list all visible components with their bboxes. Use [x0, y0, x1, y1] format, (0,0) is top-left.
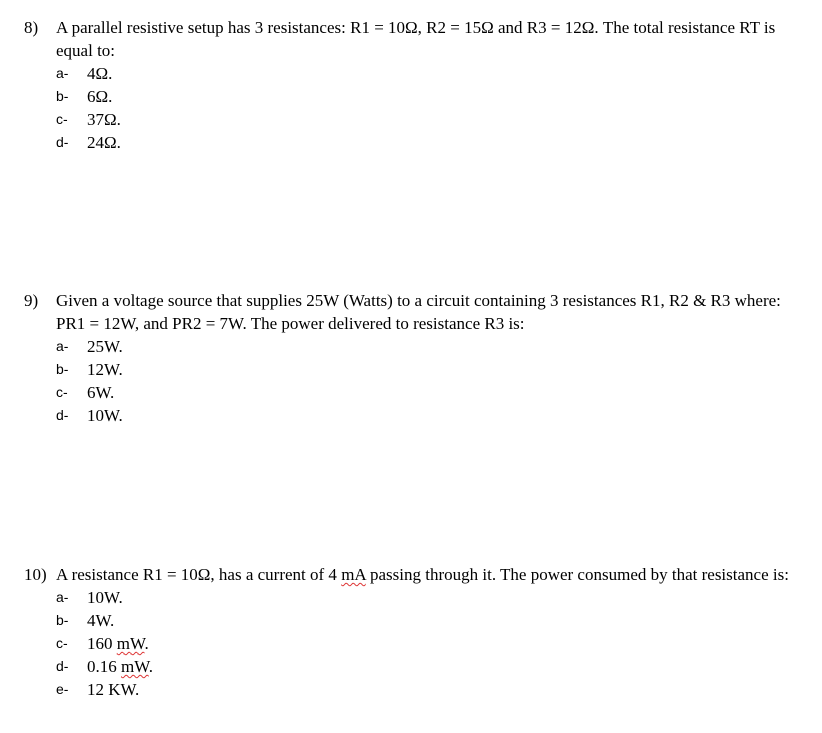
question-8: [24, 16, 804, 154]
option-suffix: .: [144, 634, 149, 653]
spellcheck-underlined-unit: mW: [116, 634, 145, 653]
option-b: [56, 609, 804, 632]
option-d: [56, 131, 804, 154]
option-letter: a-: [56, 338, 69, 354]
option-text: 10W.: [87, 406, 123, 425]
option-c: [56, 632, 804, 655]
option-letter: a-: [56, 589, 69, 605]
option-b: [56, 85, 804, 108]
options-list: [56, 586, 804, 701]
option-suffix: .: [148, 657, 153, 676]
option-b: [56, 358, 804, 381]
question-text-part: passing through it. The power consumed by that resistance is:: [365, 565, 789, 584]
option-c: [56, 108, 804, 131]
question-number: 8): [24, 18, 39, 37]
question-9: [24, 289, 804, 427]
question-text: Given a voltage source that supplies 25W (Watts) to a circuit containing 3 resistances R1, R2 & R3 where: PR1 = 12W, and PR2 = 7W. The power delivered to resistance R3 is:: [56, 291, 781, 333]
question-10: [24, 563, 804, 701]
option-text: 12 KW.: [87, 680, 140, 699]
option-a: [56, 62, 804, 85]
options-list: [56, 335, 804, 427]
option-text: 6Ω.: [87, 87, 113, 106]
option-text: 4W.: [87, 611, 115, 630]
question-number: 9): [24, 291, 39, 310]
question-text-part: A resistance R1 = 10Ω, has a current of 4: [56, 565, 342, 584]
option-letter: c-: [56, 384, 68, 400]
option-value: 160: [87, 634, 117, 653]
question-number: 10): [24, 565, 47, 584]
question-text: [56, 563, 804, 586]
option-letter: d-: [56, 407, 69, 423]
option-text: 12W.: [87, 360, 123, 379]
option-text: 24Ω.: [87, 133, 121, 152]
option-letter: b-: [56, 612, 69, 628]
option-letter: e-: [56, 681, 69, 697]
option-letter: b-: [56, 88, 69, 104]
option-c: [56, 381, 804, 404]
option-a: [56, 586, 804, 609]
spellcheck-underlined-unit: mW: [121, 657, 149, 676]
option-letter: d-: [56, 658, 69, 674]
option-text: 25W.: [87, 337, 123, 356]
options-list: [56, 62, 804, 154]
option-text: [87, 655, 153, 678]
question-text: A parallel resistive setup has 3 resistances: R1 = 10Ω, R2 = 15Ω and R3 = 12Ω. The total resistance RT is equal to:: [56, 18, 776, 60]
option-letter: b-: [56, 361, 69, 377]
option-text: 4Ω.: [87, 64, 113, 83]
option-a: [56, 335, 804, 358]
option-letter: c-: [56, 635, 68, 651]
option-text: 37Ω.: [87, 110, 121, 129]
option-letter: c-: [56, 111, 68, 127]
option-e: [56, 678, 804, 701]
option-text: [87, 632, 149, 655]
spellcheck-underlined-unit: mA: [341, 565, 366, 584]
option-text: 10W.: [87, 588, 123, 607]
option-value: 0.16: [87, 657, 121, 676]
option-letter: a-: [56, 65, 69, 81]
option-text: 6W.: [87, 383, 115, 402]
option-letter: d-: [56, 134, 69, 150]
option-d: [56, 404, 804, 427]
option-d: [56, 655, 804, 678]
